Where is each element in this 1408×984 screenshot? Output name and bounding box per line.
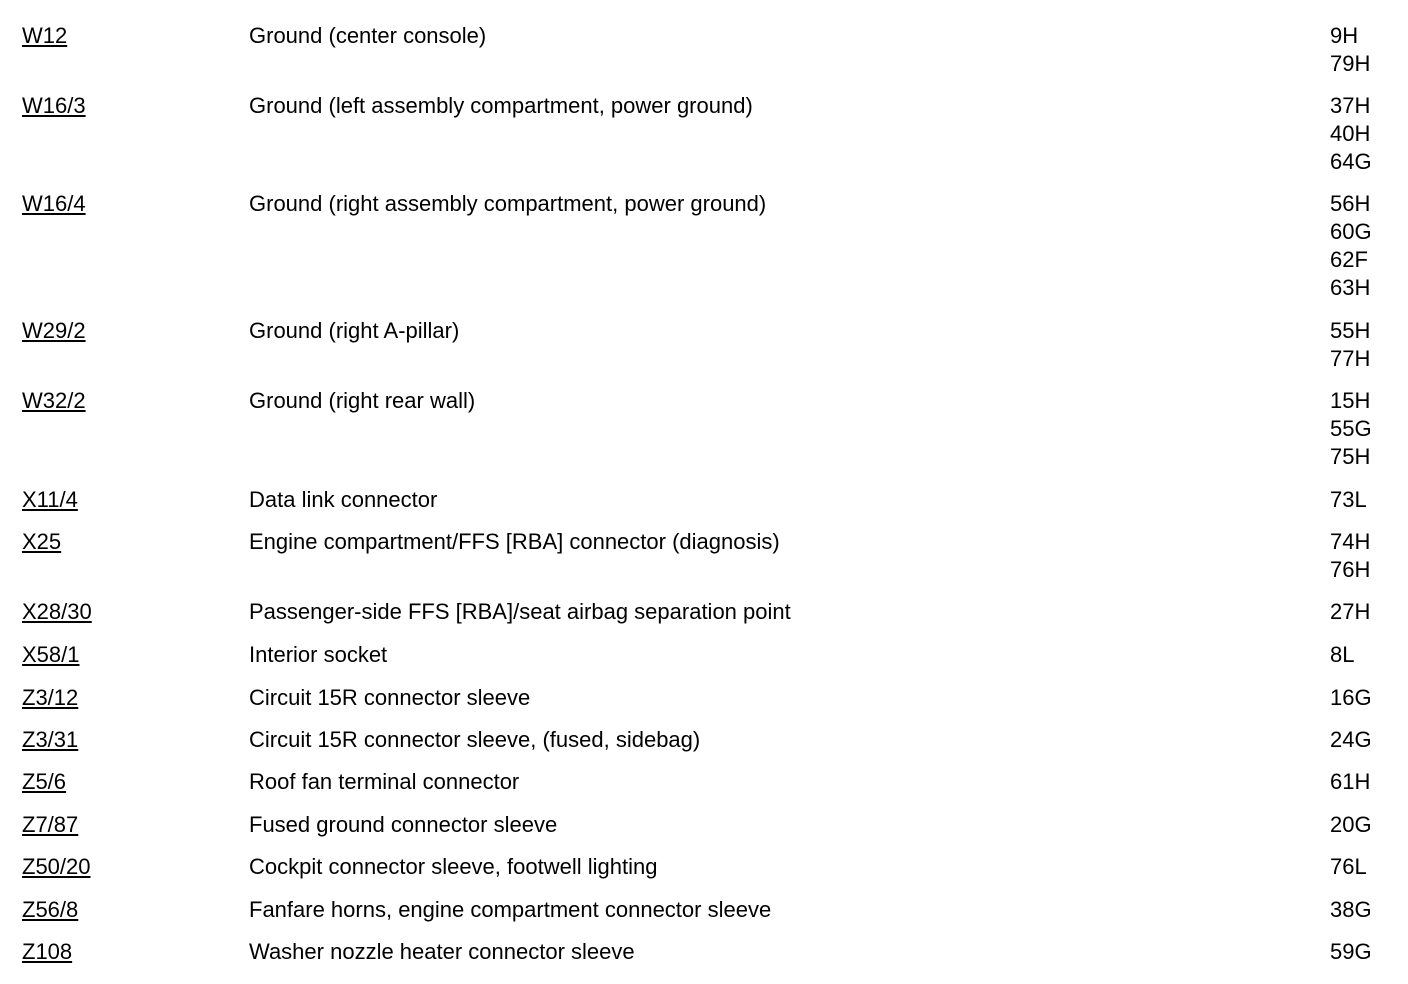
grid-location: 77H bbox=[1330, 346, 1371, 371]
component-code-link[interactable]: X58/1 bbox=[22, 642, 80, 667]
component-code-link[interactable]: Z7/87 bbox=[22, 812, 79, 837]
component-code-link[interactable]: W12 bbox=[22, 23, 68, 48]
grid-location: 74H bbox=[1330, 529, 1371, 554]
component-code-link[interactable]: Z5/6 bbox=[22, 769, 67, 794]
component-code-link[interactable]: W16/3 bbox=[22, 93, 86, 118]
grid-location-list bbox=[1330, 684, 1372, 712]
grid-location-list bbox=[1330, 938, 1372, 966]
grid-location: 79H bbox=[1330, 51, 1371, 76]
grid-location: 62F bbox=[1330, 247, 1368, 272]
grid-location: 24G bbox=[1330, 727, 1372, 752]
grid-location: 76L bbox=[1330, 854, 1367, 879]
component-description: Interior socket bbox=[249, 642, 388, 667]
component-description: Fanfare horns, engine compartment connector sleeve bbox=[249, 897, 772, 922]
component-description: Cockpit connector sleeve, footwell lighting bbox=[249, 854, 658, 879]
grid-location-list bbox=[1330, 811, 1372, 839]
grid-location: 55G bbox=[1330, 416, 1372, 441]
grid-location: 61H bbox=[1330, 769, 1371, 794]
grid-location: 38G bbox=[1330, 897, 1372, 922]
grid-location-list bbox=[1330, 768, 1370, 796]
component-code-link[interactable]: X28/30 bbox=[22, 599, 92, 624]
component-code-link[interactable]: X25 bbox=[22, 529, 62, 554]
grid-location: 76H bbox=[1330, 557, 1371, 582]
component-description: Ground (right rear wall) bbox=[249, 388, 476, 413]
component-code-link[interactable]: W29/2 bbox=[22, 318, 86, 343]
component-description: Ground (left assembly compartment, power ground) bbox=[249, 93, 753, 118]
grid-location-list bbox=[1330, 726, 1372, 754]
component-description: Circuit 15R connector sleeve bbox=[249, 685, 531, 710]
grid-location: 8L bbox=[1330, 642, 1355, 667]
grid-location-list bbox=[1330, 598, 1370, 626]
grid-location: 56H bbox=[1330, 191, 1371, 216]
grid-location-list bbox=[1330, 528, 1370, 584]
grid-location: 59G bbox=[1330, 939, 1372, 964]
grid-location: 16G bbox=[1330, 685, 1372, 710]
component-code-link[interactable]: W16/4 bbox=[22, 191, 86, 216]
component-description: Circuit 15R connector sleeve, (fused, sidebag) bbox=[249, 727, 701, 752]
grid-location: 40H bbox=[1330, 121, 1371, 146]
grid-location: 27H bbox=[1330, 599, 1371, 624]
grid-location-list bbox=[1330, 92, 1372, 176]
grid-location-list bbox=[1330, 486, 1367, 514]
component-code-link[interactable]: Z108 bbox=[22, 939, 73, 964]
component-code-link[interactable]: Z3/31 bbox=[22, 727, 79, 752]
grid-location: 63H bbox=[1330, 275, 1371, 300]
component-description: Fused ground connector sleeve bbox=[249, 812, 558, 837]
grid-location-list bbox=[1330, 317, 1370, 373]
component-code-link[interactable]: W32/2 bbox=[22, 388, 86, 413]
grid-location: 75H bbox=[1330, 444, 1371, 469]
grid-location-list bbox=[1330, 853, 1367, 881]
grid-location: 64G bbox=[1330, 149, 1372, 174]
grid-location: 15H bbox=[1330, 388, 1371, 413]
grid-location-list bbox=[1330, 641, 1354, 669]
component-description: Data link connector bbox=[249, 487, 438, 512]
grid-location: 20G bbox=[1330, 812, 1372, 837]
component-description: Passenger-side FFS [RBA]/seat airbag separation point bbox=[249, 599, 791, 624]
component-description: Washer nozzle heater connector sleeve bbox=[249, 939, 635, 964]
component-code-link[interactable]: Z3/12 bbox=[22, 685, 79, 710]
grid-location-list bbox=[1330, 190, 1372, 302]
grid-location: 60G bbox=[1330, 219, 1372, 244]
grid-location-list bbox=[1330, 22, 1370, 78]
grid-location: 73L bbox=[1330, 487, 1367, 512]
grid-location-list bbox=[1330, 387, 1372, 471]
component-description: Engine compartment/FFS [RBA] connector (diagnosis) bbox=[249, 529, 780, 554]
component-code-link[interactable]: Z50/20 bbox=[22, 854, 91, 879]
component-code-link[interactable]: X11/4 bbox=[22, 487, 78, 512]
component-description: Ground (center console) bbox=[249, 23, 487, 48]
component-description: Ground (right A-pillar) bbox=[249, 318, 460, 343]
grid-location: 9H bbox=[1330, 23, 1359, 48]
component-code-link[interactable]: Z56/8 bbox=[22, 897, 79, 922]
component-description: Ground (right assembly compartment, power ground) bbox=[249, 191, 767, 216]
grid-location: 55H bbox=[1330, 318, 1371, 343]
component-description: Roof fan terminal connector bbox=[249, 769, 520, 794]
grid-location-list bbox=[1330, 896, 1372, 924]
grid-location: 37H bbox=[1330, 93, 1371, 118]
